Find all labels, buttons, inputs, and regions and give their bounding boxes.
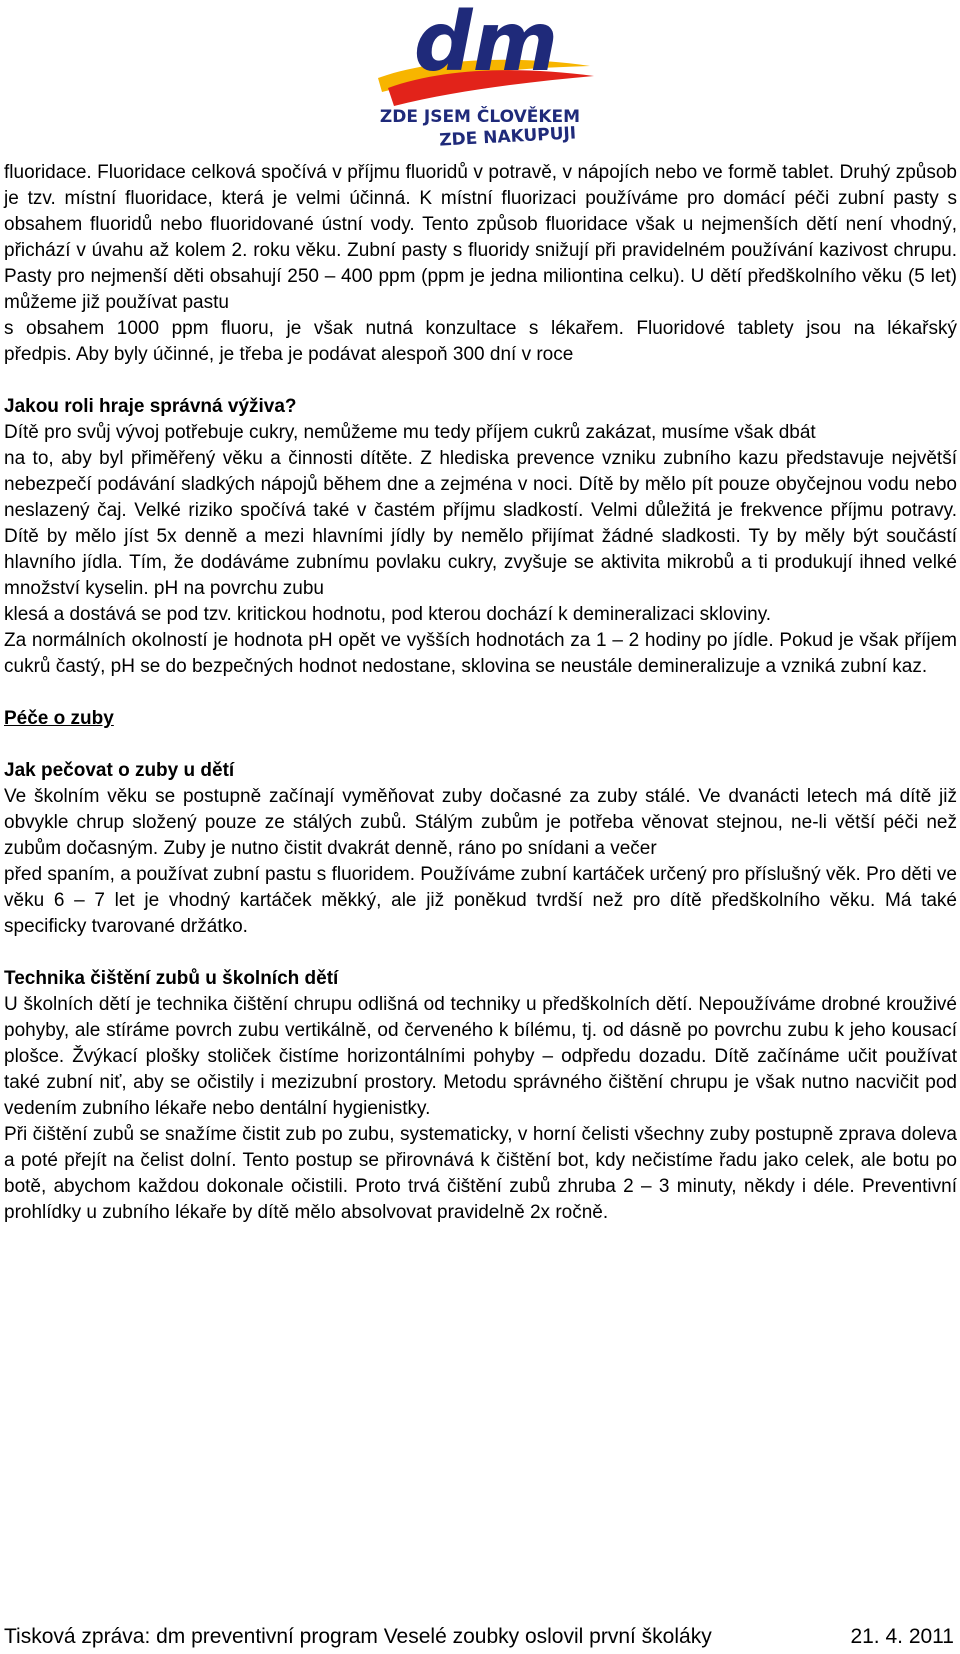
page-footer bbox=[4, 1624, 954, 1650]
intro-paragraph-3: předpis. Aby byly účinné, je třeba je podávat alespoň 300 dní v roce bbox=[4, 344, 574, 365]
footer-title: Tisková zpráva: dm preventivní program Veselé zoubky oslovil první školáky bbox=[4, 1625, 712, 1648]
technique-heading: Technika čištění zubů u školních dětí bbox=[4, 968, 339, 989]
care-paragraph-2: před spaním, a používat zubní pastu s fluoridem. Používáme zubní kartáček určený pro příslušný věk. Pro děti ve věku 6 – 7 let je vhodný kartáček měkký, ale již poněkud tvrdší než pro dítě předškolního věku. Má také specificky tvarované držátko. bbox=[4, 864, 957, 937]
nutrition-paragraph-2: na to, aby byl přiměřený věku a činnosti dítěte. Z hlediska prevence vzniku zubního kazu představuje největší nebezpečí podávání sladkých nápojů během dne a zejména v noci. Dítě by mělo pít pouze obyčejnou vodu nebo neslazený čaj. Velké riziko spočívá také v častém příjmu sladkostí. Velmi důležitá je frekvence příjmu potravy. Dítě by mělo jíst 5x denně a mezi hlavními jídly by nemělo přijímat žádné sladkosti. Ty by měly být součástí hlavního jídla. Tím, že dodáváme zubnímu povlaku cukry, zvyšuje se aktivita mikrobů a ti produkují ihned velké množství kyselin. pH na povrchu zubu bbox=[4, 448, 957, 599]
footer-date: 21. 4. 2011 bbox=[850, 1625, 954, 1648]
spacer bbox=[4, 732, 957, 758]
spacer bbox=[4, 680, 957, 706]
care-heading: Jak pečovat o zuby u dětí bbox=[4, 760, 235, 781]
nutrition-paragraph-3: klesá a dostává se pod tzv. kritickou hodnotu, pod kterou dochází k demineralizaci skloviny. bbox=[4, 604, 772, 625]
nutrition-paragraph-4: Za normálních okolností je hodnota pH opět ve vyšších hodnotách za 1 – 2 hodiny po jídle. Pokud je však příjem cukrů častý, pH se do bezpečných hodnot nedostane, sklovina se neustále demineralizuje a vzniká zubní kaz. bbox=[4, 630, 957, 677]
nutrition-paragraph-1: Dítě pro svůj vývoj potřebuje cukry, nemůžeme mu tedy příjem cukrů zakázat, musíme však dbát bbox=[4, 422, 816, 443]
document-body bbox=[4, 160, 957, 1226]
care-paragraph-1: Ve školním věku se postupně začínají vyměňovat zuby dočasné za zuby stálé. Ve dvanácti letech má dítě již obvykle chrup složený pouze ze stálých zubů. Stálým zubům je potřeba věnovat stejnou, ne-li větší péči než zubům dočasným. Zuby je nutno čistit dvakrát denně, ráno po snídani a večer bbox=[4, 786, 957, 859]
logo-wordmark: dm bbox=[413, 2, 559, 90]
spacer bbox=[4, 368, 957, 394]
intro-paragraph-1: fluoridace. Fluoridace celková spočívá v příjmu fluoridů v potravě, v nápojích nebo ve formě tablet. Druhý způsob je tzv. místní fluoridace, která je velmi účinná. K místní fluorizaci používáme pro domácí péči zubní pasty s obsahem fluoridů nebo fluoridované ústní vody. Tento způsob fluoridace však u nejmenších dětí není vhodný, přichází v úvahu až kolem 2. roku věku. Zubní pasty s fluoridy snižují při pravidelném používání kazivost chrupu. Pasty pro nejmenší děti obsahují 250 – 400 ppm (ppm je jedna miliontina celku). U dětí předškolního věku (5 let) můžeme již používat pastu bbox=[4, 162, 957, 313]
spacer bbox=[4, 940, 957, 966]
logo-slogan-line2: ZDE NAKUPUJI bbox=[438, 123, 577, 151]
logo-slogan-line1: ZDE JSEM ČLOVĚKEM bbox=[379, 107, 581, 127]
intro-paragraph-2: s obsahem 1000 ppm fluoru, je však nutná konzultace s lékařem. Fluoridové tablety jsou na lékařský bbox=[4, 318, 957, 339]
care-section-title: Péče o zuby bbox=[4, 708, 114, 729]
nutrition-heading: Jakou roli hraje správná výživa? bbox=[4, 396, 297, 417]
technique-paragraph-1: U školních dětí je technika čištění chrupu odlišná od techniky u předškolních dětí. Nepoužíváme drobné krouživé pohyby, ale stíráme povrch zubu vertikálně, od červeného k bílému, tj. od dásně po povrchu zubu k jeho kousací plošce. Žvýkací plošky stoliček čistíme horizontálními pohyby – odpředu dozadu. Dítě začínáme učit používat také zubní niť, aby se očistily i mezizubní prostory. Metodu správného čištění chrupu je však nutno nacvičit pod vedením zubního lékaře nebo dentální hygienistky. bbox=[4, 994, 957, 1119]
technique-paragraph-2: Při čištění zubů se snažíme čistit zub po zubu, systematicky, v horní čelisti všechny zuby postupně zprava doleva a poté přejít na čelist dolní. Tento postup se přirovnává k čištění bot, kdy nečistíme řadu jako celek, ale botu po botě, abychom každou dokonale očistili. Proto trvá čištění zubů zhruba 2 – 3 minuty, někdy i déle. Preventivní prohlídky u zubního lékaře by dítě mělo absolvovat pravidelně 2x ročně. bbox=[4, 1124, 957, 1223]
dm-logo bbox=[358, 2, 608, 152]
